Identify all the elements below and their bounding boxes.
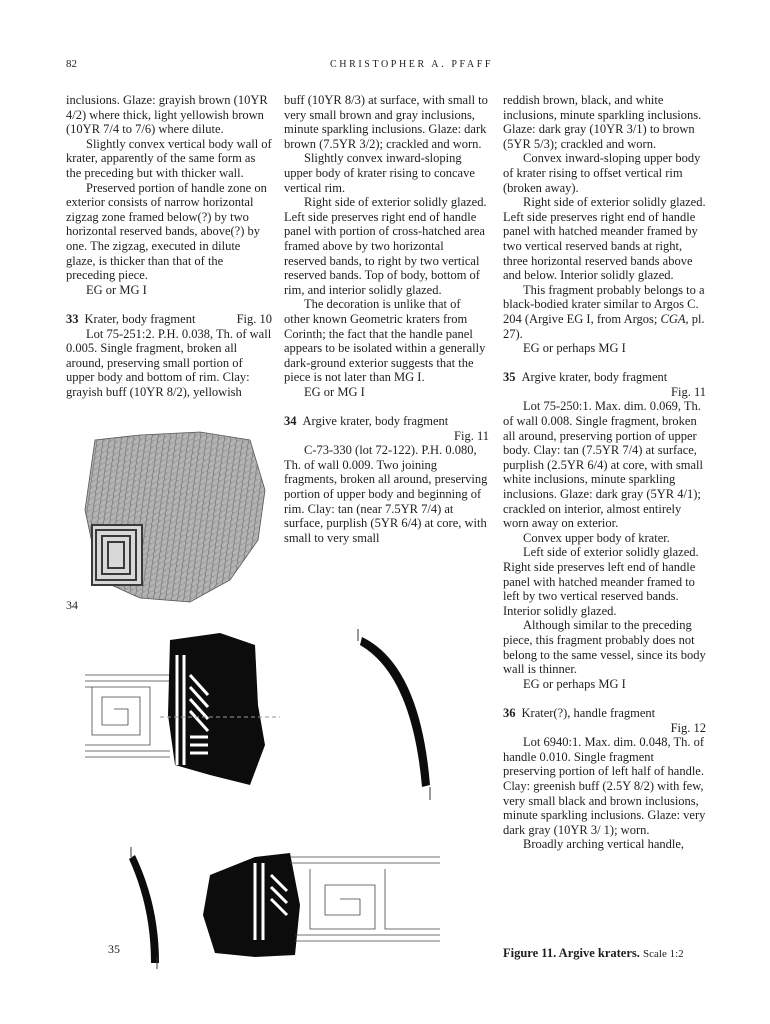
- sherd-35-drawing: [195, 845, 445, 965]
- catalog-entry-34-heading: [284, 414, 489, 443]
- paragraph: reddish brown, black, and white inclusions, minute sparkling inclusions. Glaze: dark gray (10YR 3/1) to brown (5YR 5/3); crackled and worn.: [503, 93, 702, 151]
- paragraph: inclusions. Glaze: grayish brown (10YR 4/2) where thick, light yellowish brown (10YR 7/4 to 7/6) where dilute.: [66, 93, 268, 137]
- paragraph: Slightly convex vertical body wall of krater, apparently of the same form as the preceding but with thicker wall.: [66, 136, 272, 180]
- figure-reference: Fig. 12: [670, 720, 706, 735]
- text-column-3: [503, 93, 706, 852]
- paragraph: Preserved portion of handle zone on exterior consists of narrow horizontal zigzag zone framed below(?) by two horizontal reserved bands, above(?) by one. The zigzag, executed in dilute glaze, is thicker than that of the preceding piece.: [66, 180, 267, 283]
- paragraph: Broadly arching vertical handle,: [523, 837, 685, 852]
- catalog-title: Argive krater, body fragment: [521, 370, 668, 385]
- catalog-number: 33: [66, 311, 79, 326]
- figure-reference: Fig. 10: [236, 311, 272, 326]
- sherd-34-photo: [80, 430, 280, 605]
- profile-section: [360, 637, 430, 787]
- paragraph: Slightly convex inward-sloping upper body of krater rising to concave vertical rim.: [284, 151, 475, 195]
- catalog-number: 36: [503, 705, 516, 720]
- catalog-entry-body: C-73-330 (lot 72-122). P.H. 0.080, Th. of wall 0.009. Two joining fragments, broken all around, preserving portion of upper body and beginning of rim. Clay: tan (near 7.5YR 7/4) at surface, purplish (5YR 6/4) at core, with small to very small: [284, 443, 488, 545]
- sherd-35-profile: [115, 845, 175, 970]
- page-number: 82: [66, 58, 77, 70]
- catalog-entry-body: Lot 75-250:1. Max. dim. 0.069, Th. of wall 0.008. Single fragment, broken all around, preserving portion of upper body. Clay: tan (7.5YR 7/4) at surface, purplish (2.5YR 6/4) at core, with small white inclusions, minute sparkling inclusions. Glaze: dark gray (5YR 4/1); crackled on interior, almost entirely worn away on exterior.: [503, 399, 703, 531]
- catalog-title: Krater(?), handle fragment: [521, 705, 656, 720]
- catalog-title: Argive krater, body fragment: [302, 414, 449, 429]
- paragraph: Left side of exterior solidly glazed. Right side preserves left end of handle panel with hatched meander framed to left by two vertical reserved bands. Interior solidly glazed.: [503, 545, 699, 618]
- text-column-2: [284, 93, 489, 545]
- text-run: This fragment probably belongs to a black-bodied krater similar to Argos C. 204 (Argive EG I, from Argos;: [503, 282, 705, 326]
- catalog-entry-36-heading: [503, 706, 706, 735]
- running-head: CHRISTOPHER A. PFAFF: [330, 59, 494, 70]
- figure-caption: [503, 946, 684, 961]
- caption-scale: Scale 1:2: [643, 948, 684, 960]
- catalog-entry-35-heading: [503, 370, 706, 399]
- catalog-number: 35: [503, 370, 516, 385]
- italic-abbreviation: CGA,: [660, 311, 689, 326]
- figure-reference: Fig. 11: [454, 428, 489, 443]
- catalog-entry-body: Lot 75-251:2. P.H. 0.038, Th. of wall 0.005. Single fragment, broken all around, preserving small portion of upper body and bottom of rim. Clay: grayish buff (10YR 8/2), yellowish: [66, 326, 272, 399]
- catalog-entry-33-heading: [66, 312, 272, 327]
- date-attribution: EG or MG I: [304, 384, 365, 399]
- catalog-entry-body: Lot 6940:1. Max. dim. 0.048, Th. of handle 0.010. Single fragment preserving portion of left half of handle. Clay: greenish buff (2.5Y 8/2) with few, very small black and brown inclusions, minute sparkling inclusions. Glaze: very dark gray (10YR 3/ 1); worn.: [503, 735, 706, 837]
- meander-outline: [85, 675, 170, 757]
- paragraph: [503, 283, 706, 341]
- caption-title: Figure 11. Argive kraters.: [503, 946, 640, 960]
- date-attribution: EG or MG I: [86, 282, 147, 297]
- meander-outline: [290, 857, 440, 941]
- paragraph: The decoration is unlike that of other known Geometric kraters from Corinth; the fact that the handle panel appears to be isolated within a generally dark-ground exterior suggests that the piece is not later than MG I.: [284, 297, 486, 385]
- sherd-34-drawing: [80, 625, 280, 805]
- sherd-34-profile: [350, 625, 450, 805]
- paragraph: Right side of exterior solidly glazed. Left side preserves right end of handle panel with hatched meander framed by two vertical reserved bands at right, three horizontal reserved bands above and below. Interior solidly glazed.: [503, 195, 706, 283]
- paragraph: Convex upper body of krater.: [523, 530, 670, 545]
- figure-reference: Fig. 11: [671, 384, 706, 399]
- sherd-photo-meander: [92, 525, 142, 585]
- paragraph: Although similar to the preceding piece, this fragment probably does not belong to the same vessel, since its body wall is thinner.: [503, 618, 706, 677]
- text-column-1: [66, 93, 272, 399]
- figure-label-35: 35: [108, 942, 120, 956]
- paragraph: Right side of exterior solidly glazed. Left side preserves right end of handle panel with portion of cross-hatched area framed above by two horizontal reserved bands, to right by two vertical reserved bands. Top of body, bottom of rim, and interior solidly glazed.: [284, 195, 487, 297]
- date-attribution: EG or perhaps MG I: [523, 341, 626, 356]
- paragraph: buff (10YR 8/3) at surface, with small to very small brown and gray inclusions, minute sparkling inclusions. Glaze: dark brown (7.5YR 3/2); crackled and worn.: [284, 93, 488, 151]
- catalog-title: Krater, body fragment: [84, 311, 196, 326]
- figure-label-34: 34: [66, 598, 78, 612]
- paragraph: Convex inward-sloping upper body of krater rising to offset vertical rim (broken away).: [503, 151, 701, 195]
- glazed-fragment: [203, 853, 300, 957]
- date-attribution: EG or perhaps MG I: [523, 676, 626, 691]
- profile-section: [129, 855, 159, 963]
- catalog-number: 34: [284, 414, 297, 429]
- text-run: pl. 27).: [503, 311, 705, 341]
